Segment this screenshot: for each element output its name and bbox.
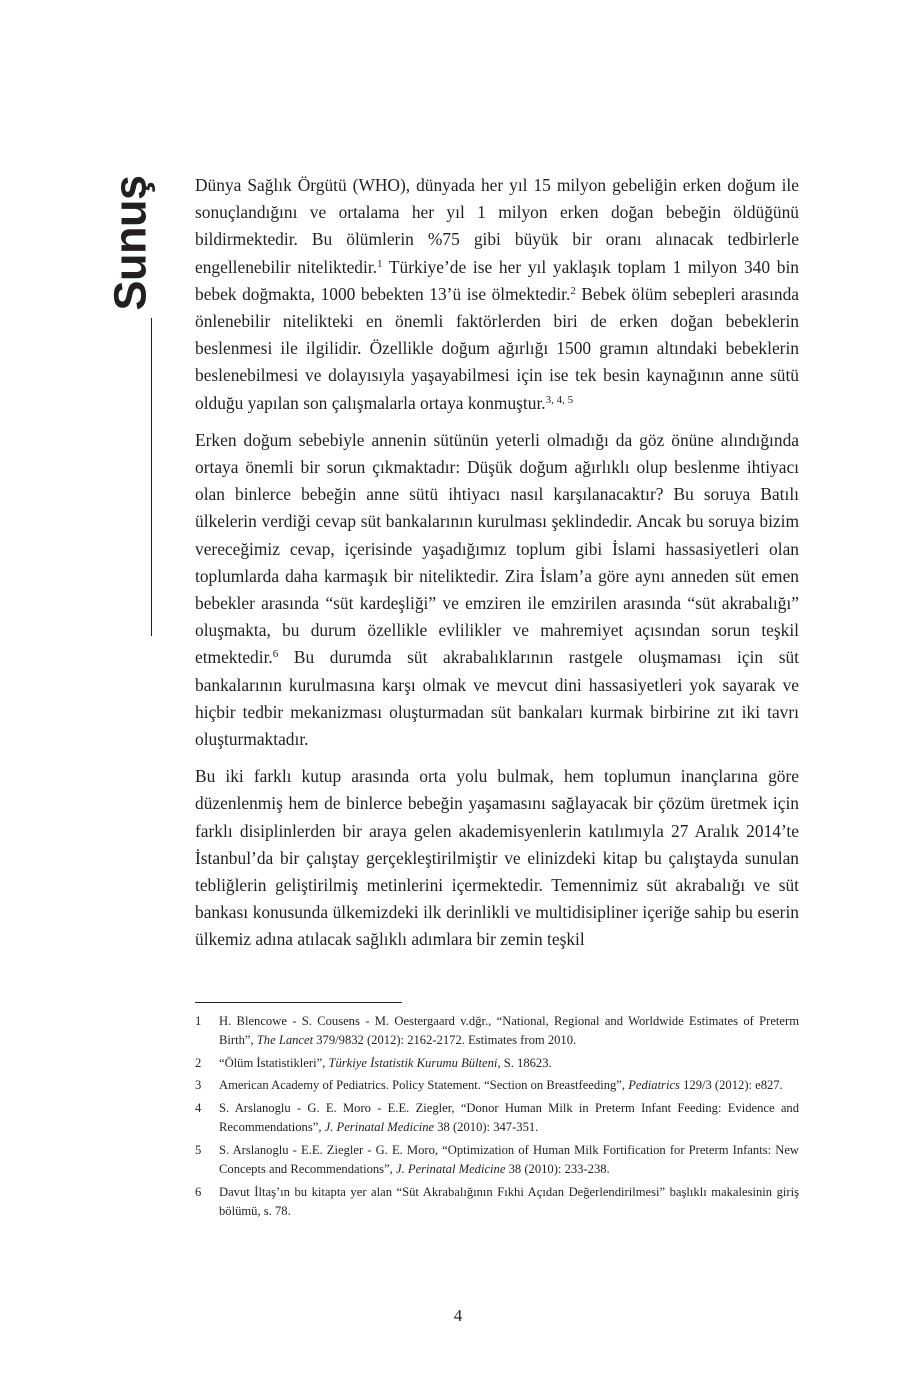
footnote-text <box>219 1141 799 1179</box>
footnote-item <box>195 1076 799 1095</box>
text-run: 38 (2010): 347-351. <box>434 1120 539 1135</box>
text-run: 379/9832 (2012): 2162-2172. Estimates from 2010. <box>313 1033 577 1048</box>
text-run: Dünya Sağlık Örgütü (WHO), dünyada her yıl 15 milyon gebeliğin erken doğum ile sonuçlandığını ve ortalama her yıl 1 milyon erken doğan bebeğin öldüğünü bildirmektedir. Bu ölümlerin %75 gibi büyük bir oranı alınacak tedbirlerle engellenebilir niteliktedir. <box>195 175 799 277</box>
text-run: Bu durumda süt akrabalıklarının rastgele oluşmaması için süt bankalarının kurulmasına karşı olmak ve mevcut dini hassasiyetleri yok sayarak ve hiçbir tedbir mekanizması oluşturmadan süt bankaları kurmak birbirine zıt iki tavrı oluşturmaktadır. <box>195 647 799 750</box>
italic-title: J. Perinatal Medicine <box>324 1120 435 1135</box>
section-title-rule <box>151 318 152 636</box>
footnote-reference: 1 <box>377 257 383 270</box>
text-run: American Academy of Pediatrics. Policy Statement. “Section on Breastfeeding”, <box>219 1078 629 1093</box>
italic-title: The Lancet <box>256 1033 314 1048</box>
footnote-number: 1 <box>195 1014 202 1028</box>
footnote-text <box>219 1183 799 1221</box>
footnotes <box>195 1012 799 1224</box>
footnote-text <box>219 1054 799 1073</box>
text-run: 38 (2010): 233-238. <box>505 1161 610 1176</box>
section-title-text: Sunuş <box>104 174 156 311</box>
footnote-reference: 3, 4, 5 <box>545 393 574 406</box>
page-number: 4 <box>453 1306 463 1325</box>
footnote-divider <box>195 1002 402 1003</box>
text-run: S. Arslanoglu - E.E. Ziegler - G. E. Moro, “Optimization of Human Milk Fortification for Preterm Infants: New Concepts and Recommendations”, <box>219 1142 799 1176</box>
footnote-number: 3 <box>195 1078 202 1093</box>
footnote-item <box>195 1141 799 1179</box>
footnote-text <box>219 1012 799 1050</box>
section-title <box>106 170 154 315</box>
footnote-reference: 2 <box>570 284 576 297</box>
text-run: Davut İltaş’ın bu kitapta yer alan “Süt Akrabalığının Fıkhi Açıdan Değerlendirilmesi” başlıklı makalesinin giriş bölümü, s. 78. <box>219 1184 799 1218</box>
text-run: H. Blencowe - S. Cousens - M. Oestergaard v.dğr., “National, Regional and Worldwide Estimates of Preterm Birth”, <box>219 1014 799 1048</box>
italic-title: Türkiye İstatistik Kurumu Bülteni <box>328 1055 498 1070</box>
body-text <box>195 172 799 964</box>
footnote-number: 4 <box>195 1100 202 1115</box>
footnote-number: 6 <box>195 1184 202 1199</box>
paragraph <box>195 427 799 753</box>
footnote-number: 5 <box>195 1142 202 1157</box>
footnote-number: 2 <box>195 1055 202 1070</box>
footnote-item <box>195 1099 799 1137</box>
text-run: S. Arslanoglu - G. E. Moro - E.E. Ziegler, “Donor Human Milk in Preterm Infant Feeding: Evidence and Recommendations”, <box>219 1100 799 1135</box>
italic-title: J. Perinatal Medicine <box>395 1161 506 1176</box>
footnote-item <box>195 1183 799 1221</box>
footnote-item <box>195 1054 799 1073</box>
paragraph <box>195 172 799 417</box>
paragraph <box>195 763 799 953</box>
text-run: Bu iki farklı kutup arasında orta yolu bulmak, hem toplumun inançlarına göre düzenlenmiş hem de binlerce bebeğin yaşamasını sağlayacak bir çözüm üretmek için farklı disiplinlerden bir araya gelen akademisyenlerin katılımıyla 27 Aralık 2014’te İstanbul’da bir çalıştay gerçekleştirilmiştir ve elinizdeki kitap bu çalıştayda sunulan tebliğlerin geliştirilmiş metinlerini içermektedir. Temennimiz süt akrabalığı ve süt bankası konusunda ülkemizdeki ilk derinlikli ve multidisipliner içeriğe sahip bu eserin ülkemiz adına atılacak sağlıklı adımlara bir zemin teşkil <box>195 766 799 950</box>
text-run: Bebek ölüm sebepleri arasında önlenebilir nitelikteki en önemli faktörlerden biri de erken doğan bebeklerin beslenmesi ile ilgilidir. Özellikle doğum ağırlığı 1500 gramın altındaki bebeklerin beslenebilmesi ve dolayısıyla yaşayabilmesi için ise tek besin kaynağının anne sütü olduğu yapılan son çalışmalarla ortaya konmuştur. <box>195 283 799 413</box>
text-run: “Ölüm İstatistikleri”, <box>219 1055 329 1070</box>
italic-title: Pediatrics <box>628 1078 680 1093</box>
text-run: , S. 18623. <box>497 1055 552 1070</box>
footnote-reference: 6 <box>272 648 279 661</box>
text-run: Türkiye’de ise her yıl yaklaşık toplam 1 milyon 340 bin bebek doğmakta, 1000 bebekten 13’ü ise ölmektedir. <box>195 256 799 304</box>
footnote-text <box>219 1076 799 1095</box>
text-run: Erken doğum sebebiyle annenin sütünün yeterli olmadığı da göz önüne alındığında ortaya önemli bir sorun çıkmaktadır: Düşük doğum ağırlıklı olup beslenme ihtiyacı olan binlerce bebeğin anne sütü ihtiyacı nasıl karşılanacaktır? Bu soruya Batılı ülkelerin verdiği cevap süt bankalarının kurulması şeklindedir. Ancak bu soruya bizim vereceğimiz cevap, içerisinde yaşadığımız toplum gibi İslami hassasiyetleri olan toplumlarda daha karmaşık bir niteliktedir. Zira İslam’a göre aynı anneden süt emen bebekler arasında “süt kardeşliği” ve emziren ile emzirilen arasında “süt akrabalığı” oluşmakta, bu durum özellikle evlilikler ve mahremiyet açısından sorun teşkil etmektedir. <box>195 429 799 668</box>
footnote-text <box>219 1099 799 1137</box>
footnote-item <box>195 1012 799 1050</box>
text-run: 129/3 (2012): e827. <box>679 1078 783 1093</box>
